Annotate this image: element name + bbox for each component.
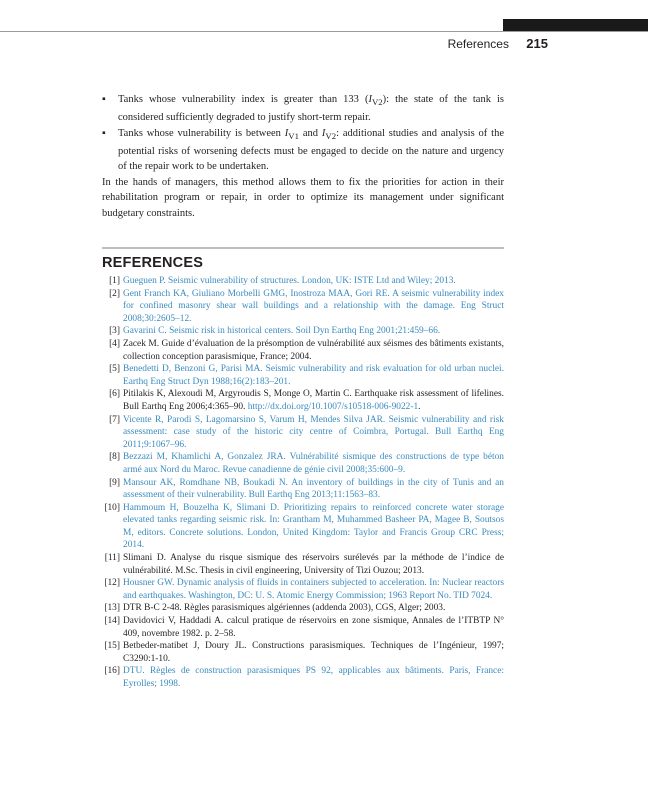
bullet-item: ▪ Tanks whose vulnerability is between $I_{V1}$ and $I_{V2}$: additional studies and analysis of the potential risks of worsening defects must be engaged to decide on the nature and urgency of the repair work to be undertaken. <box>102 127 504 173</box>
reference-item: [4] Zacek M. Guide d’évaluation de la présomption de vulnérabilité aux séismes des bâtiments existants, collection conception parasismique, France; 2004. <box>109 338 504 362</box>
reference-item: [14] Davidovici V, Haddadi A. calcul pratique de réservoirs en zone sismique, Annales de l’ITBTP N° 409, novembre 1982. p. 2–58. <box>104 616 504 639</box>
bullet-marker: ▪ <box>102 94 106 105</box>
reference-item[interactable]: [1] Gueguen P. Seismic vulnerability of structures. London, UK: ISTE Ltd and Wiley; 2013. <box>109 276 456 286</box>
doi-link[interactable]: http://dx.doi.org/10.1007/s10518-006-9022-1 <box>247 401 419 412</box>
reference-item[interactable]: [16] DTU. Règles de construction parasismiques PS 92, applicables aux bâtiments. Paris, France: Eyrolles; 1998. <box>104 666 504 689</box>
running-head <box>0 36 548 51</box>
references-heading: REFERENCES <box>102 255 204 271</box>
reference-item[interactable]: [2] Gent Franch KA, Giuliano Morbelli GMG, Inostroza MAA, Gori RE. A seismic vulnerability index for confined masonry shear wall buildings and a relationship with the damage. Eng Struct 2008;30:2605–12. <box>109 288 504 324</box>
header-bar-decoration <box>503 19 648 31</box>
reference-item: [6] Pitilakis K, Alexoudi M, Argyroudis S, Monge O, Martin C. Earthquake risk assessment of lifelines. Bull Earthq Eng 2006;4:365–90. http://dx.doi.org/10.1007/s10518-006-9022-1. <box>109 389 504 412</box>
reference-list <box>102 275 504 691</box>
reference-item[interactable]: [12] Housner GW. Dynamic analysis of fluids in containers subjected to acceleration. In: Nuclear reactors and earthquakes. Washington, DC: U. S. Atomic Energy Commission; 1963 Report No. TID 7024. <box>104 578 504 601</box>
running-head-section: References <box>447 37 509 51</box>
page-number: 215 <box>526 36 548 51</box>
header-rule <box>0 31 648 32</box>
references-divider <box>102 247 504 249</box>
reference-item: [11] Slimani D. Analyse du risque sismique des réservoirs surélevés par la méthode de l’indice de vulnérabilité. M.Sc. Thesis in civil engineering, University of Tizi Ouzou; 2013. <box>104 553 504 576</box>
reference-item[interactable]: [5] Benedetti D, Benzoni G, Parisi MA. Seismic vulnerability and risk evaluation for old urban nuclei. Earthq Eng Struct Dyn 1988;16(2):183–201. <box>109 364 504 387</box>
bullet-list <box>102 92 504 175</box>
bullet-marker: ▪ <box>102 127 106 139</box>
bullet-item: ▪ Tanks whose vulnerability index is greater than 133 $(I_{V2})$: the state of the tank is considered sufficiently degraded to justify short-term repair. <box>102 94 504 124</box>
reference-item[interactable]: [10] Hammoum H, Bouzelha K, Slimani D. Prioritizing repairs to reinforced concrete water storage elevated tanks regarding seismic risk. In: Grantham M, Muhammed Basheer PA, Magee B, Soutsos M, editors. Concrete solutions. London, United Kingdom: Taylor and Francis Group CRC Press; 2014. <box>104 502 504 551</box>
reference-item[interactable]: [9] Mansour AK, Romdhane NB, Boukadi N. An inventory of buildings in the city of Tunis and an assessment of their vulnerability. Bull Earthq Eng 2013;11:1563–83. <box>109 477 504 501</box>
body-paragraph: In the hands of managers, this method allows them to fix the priorities for action in their rehabilitation program or repair, in order to optimize its management under significant budgetary constraints. <box>102 177 504 219</box>
reference-item: [13] DTR B-C 2-48. Règles parasismiques algériennes (addenda 2003), CGS, Alger; 2003. <box>104 603 446 614</box>
reference-item[interactable]: [7] Vicente R, Parodi S, Lagomarsino S, Varum H, Mendes Silva JAR. Seismic vulnerability and risk assessment: case study of the historic city centre of Coimbra, Portugal. Bull Earthq Eng 2011;9:1067–96. <box>109 414 504 450</box>
reference-item: [15] Betbeder-matibet J, Doury JL. Constructions parasismiques. Techniques de l’Ingénieur, 1997; C3290:1-10. <box>104 641 504 664</box>
reference-item[interactable]: [8] Bezzazi M, Khamlichi A, Gonzalez JRA. Vulnérabilité sismique des constructions de type béton armé aux Nord du Maroc. Revue canadienne de génie civil 2008;35:600–9. <box>109 452 504 475</box>
reference-item[interactable]: [3] Gavarini C. Seismic risk in historical centers. Soil Dyn Earthq Eng 2001;21:459–66. <box>109 326 441 337</box>
